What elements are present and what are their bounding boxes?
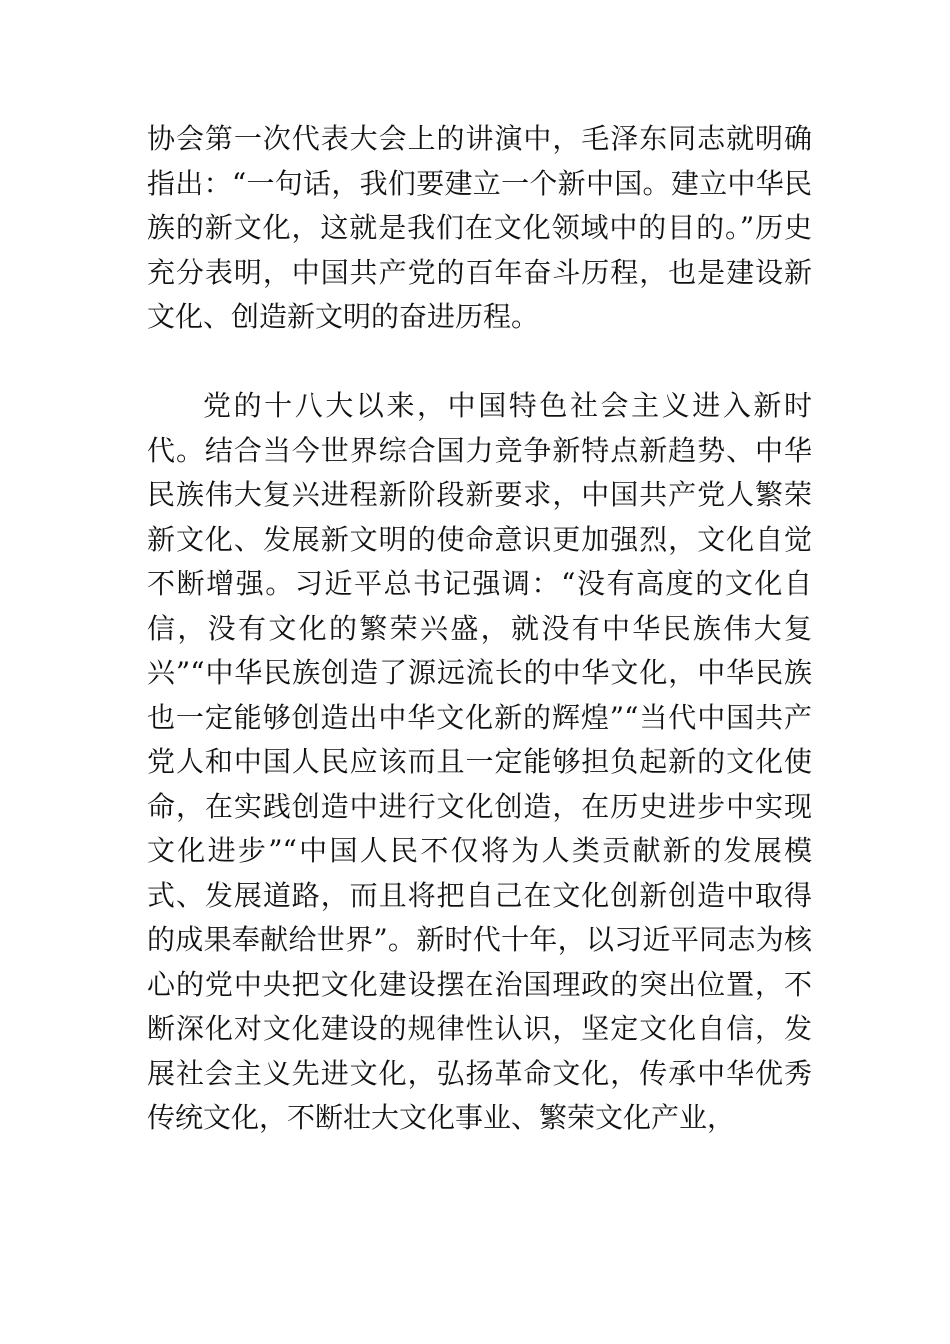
paragraph-1-text: 协会第一次代表大会上的讲演中，毛泽东同志就明确指出：“一句话，我们要建立一个新中国。建立中华民族的新文化，这就是我们在文化领域中的目的。”历史充分表明，中国共产党的百年奋斗历程，也是建设新文化、创造新文明的奋进历程。 xyxy=(147,122,812,333)
paragraph-2-text: 党的十八大以来，中国特色社会主义进入新时代。结合当今世界综合国力竞争新特点新趋势、中华民族伟大复兴进程新阶段新要求，中国共产党人繁荣新文化、发展新文明的使命意识更加强烈，文化自觉不断增强。习近平总书记强调：“没有高度的文化自信，没有文化的繁荣兴盛，就没有中华民族伟大复兴”“中华民族创造了源远流长的中华文化，中华民族也一定能够创造出中华文化新的辉煌”“当代中国共产党人和中国人民应该而且一定能够担负起新的文化使命，在实践创造中进行文化创造，在历史进步中实现文化进步”“中国人民不仅将为人类贡献新的发展模式、发展道路，而且将把自己在文化创新创造中取得的成果奉献给世界”。新时代十年，以习近平同志为核心的党中央把文化建设摆在治国理政的突出位置，不断深化对文化建设的规律性认识，坚定文化自信，发展社会主义先进文化，弘扬革命文化，传承中华优秀传统文化，不断壮大文化事业、繁荣文化产业， xyxy=(147,389,812,1134)
paragraph-continuation xyxy=(147,117,812,340)
paragraph-main xyxy=(147,384,812,1141)
